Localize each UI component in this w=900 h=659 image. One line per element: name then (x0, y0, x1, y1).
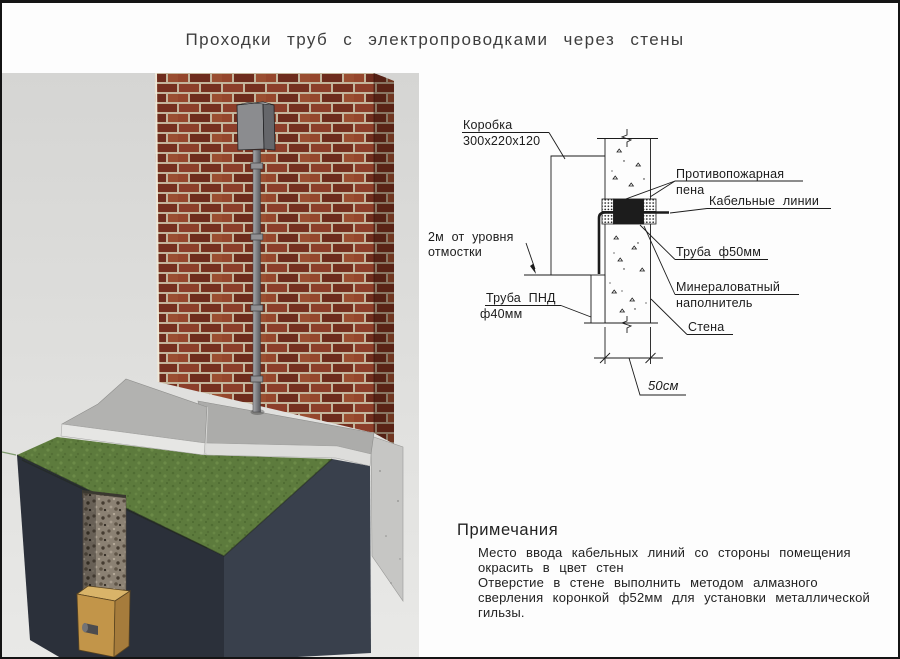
note-line: Место ввода кабельных линий со стороны помещения (478, 545, 851, 560)
wooden-pull-box (77, 586, 130, 657)
section-drawing (427, 91, 900, 413)
label-level-text-1: 2м от уровня (428, 230, 514, 244)
label-korobka-size: 300х220х120 (463, 134, 541, 148)
label-wall-text: Стена (688, 320, 725, 334)
notes-heading: Примечания (457, 521, 559, 539)
page-title: Проходки труб с электропроводками через стены (185, 30, 685, 49)
label-level-text-2: отмостки (428, 245, 482, 259)
label-pipe50-text: Труба ф50мм (676, 245, 762, 259)
break-mark-bottom (622, 316, 631, 333)
note-line: Отверстие в стене выполнить методом алмазного (478, 575, 818, 590)
label-cables (670, 209, 831, 214)
label-cables-text: Кабельные линии (709, 194, 820, 208)
junction-box-front (237, 102, 264, 150)
label-level (526, 243, 536, 274)
dimension-50cm-text: 50см (648, 378, 679, 393)
render-3d (2, 73, 419, 659)
notes-section (457, 521, 870, 620)
gravel-trench (82, 490, 126, 597)
note-line: окрасить в цвет стен (478, 560, 624, 575)
sleeve-pipe (614, 199, 644, 224)
label-foam-text-1: Противопожарная (676, 167, 785, 181)
label-pnd-text-2: ф40мм (480, 307, 523, 321)
wood-box-side (114, 591, 130, 657)
label-korobka-text: Коробка (463, 118, 513, 132)
note-line: гильзы. (478, 605, 525, 620)
junction-box (237, 102, 275, 150)
label-pnd-text-1: Труба ПНД (486, 291, 556, 305)
label-foam-text-2: пена (676, 183, 705, 197)
junction-box-outline (551, 156, 605, 275)
mineral-wool-block (643, 199, 656, 212)
concrete-speckles (609, 149, 646, 312)
junction-box-side (263, 102, 275, 150)
pnd-pipe-outline (591, 275, 605, 323)
note-line: сверления коронкой ф52мм для установки металлической (478, 590, 870, 605)
label-mineral-text-2: наполнитель (676, 296, 753, 310)
label-mineral-text-1: Минераловатный (676, 280, 781, 294)
break-mark-top (622, 129, 631, 147)
mineral-wool-block (602, 199, 614, 212)
